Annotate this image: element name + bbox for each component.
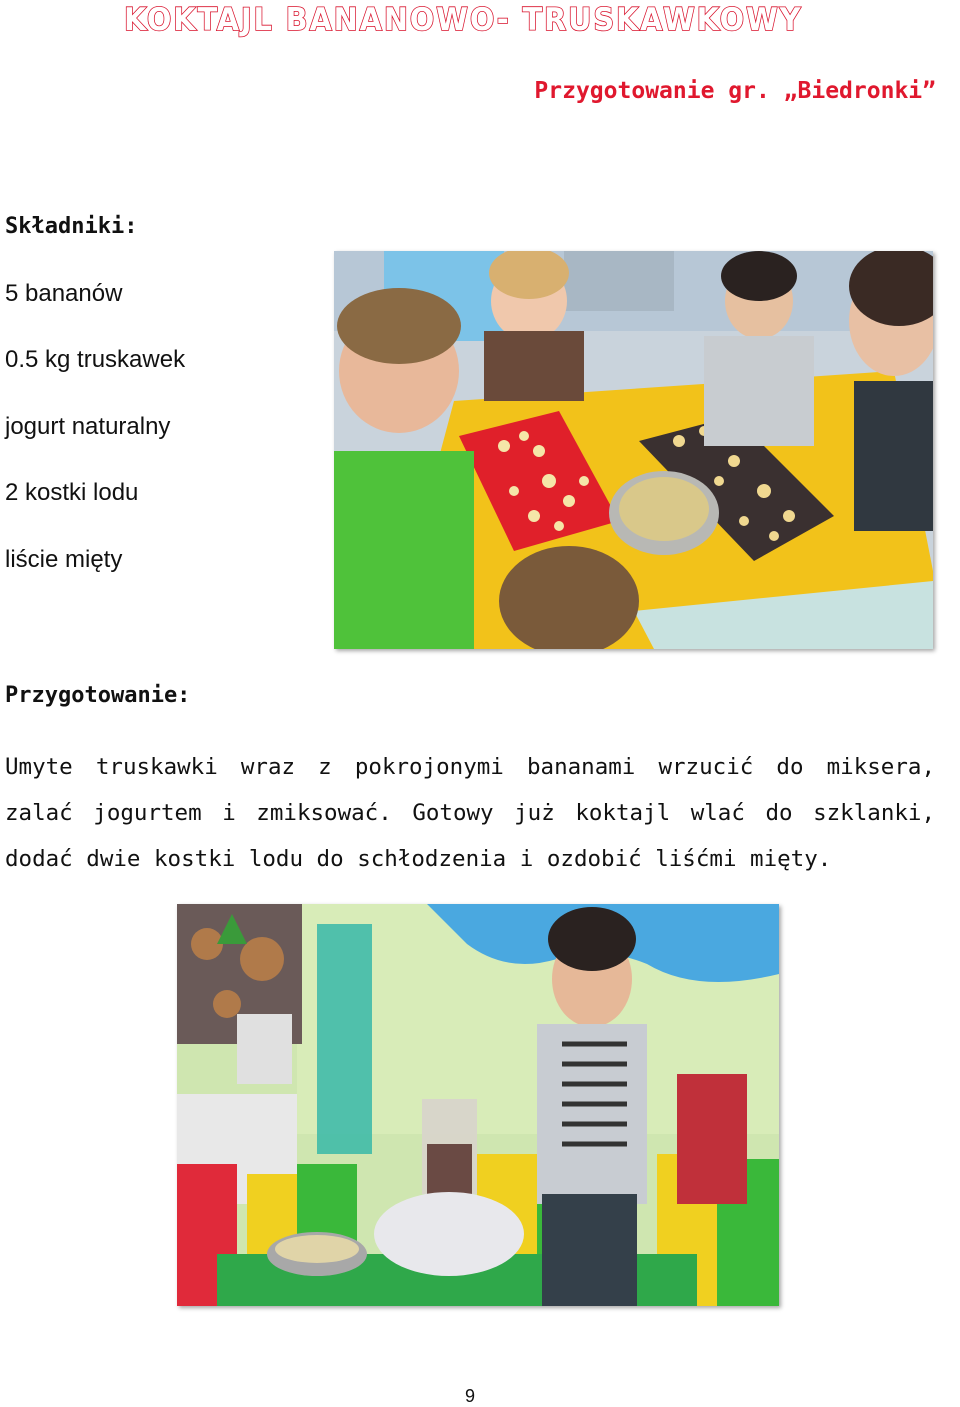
preparation-heading: Przygotowanie: bbox=[5, 683, 191, 708]
photo-children-cutting-fruit bbox=[334, 251, 933, 649]
group-subtitle: Przygotowanie gr. „Biedronki” bbox=[534, 78, 936, 104]
ingredient-item: 5 bananów bbox=[5, 280, 123, 307]
ingredient-item: jogurt naturalny bbox=[5, 413, 171, 440]
page-title: KOKTAJL BANANOWO- TRUSKAWKOWY bbox=[124, 2, 803, 38]
preparation-text: Umyte truskawki wraz z pokrojonymi bananami wrzucić do miksera, zalać jogurtem i zmiksować. Gotowy już koktajl wlać do szklanki, dodać dwie kostki lodu do schłodzenia i ozdobić liśćmi mięty. bbox=[5, 754, 935, 872]
ingredient-item: 2 kostki lodu bbox=[5, 479, 139, 506]
ingredients-heading: Składniki: bbox=[5, 214, 138, 239]
ingredient-item: 0.5 kg truskawek bbox=[5, 346, 186, 373]
photo-boy-with-blender bbox=[177, 904, 779, 1306]
ingredient-item: liście mięty bbox=[5, 546, 123, 573]
page-number: 9 bbox=[464, 1386, 475, 1406]
